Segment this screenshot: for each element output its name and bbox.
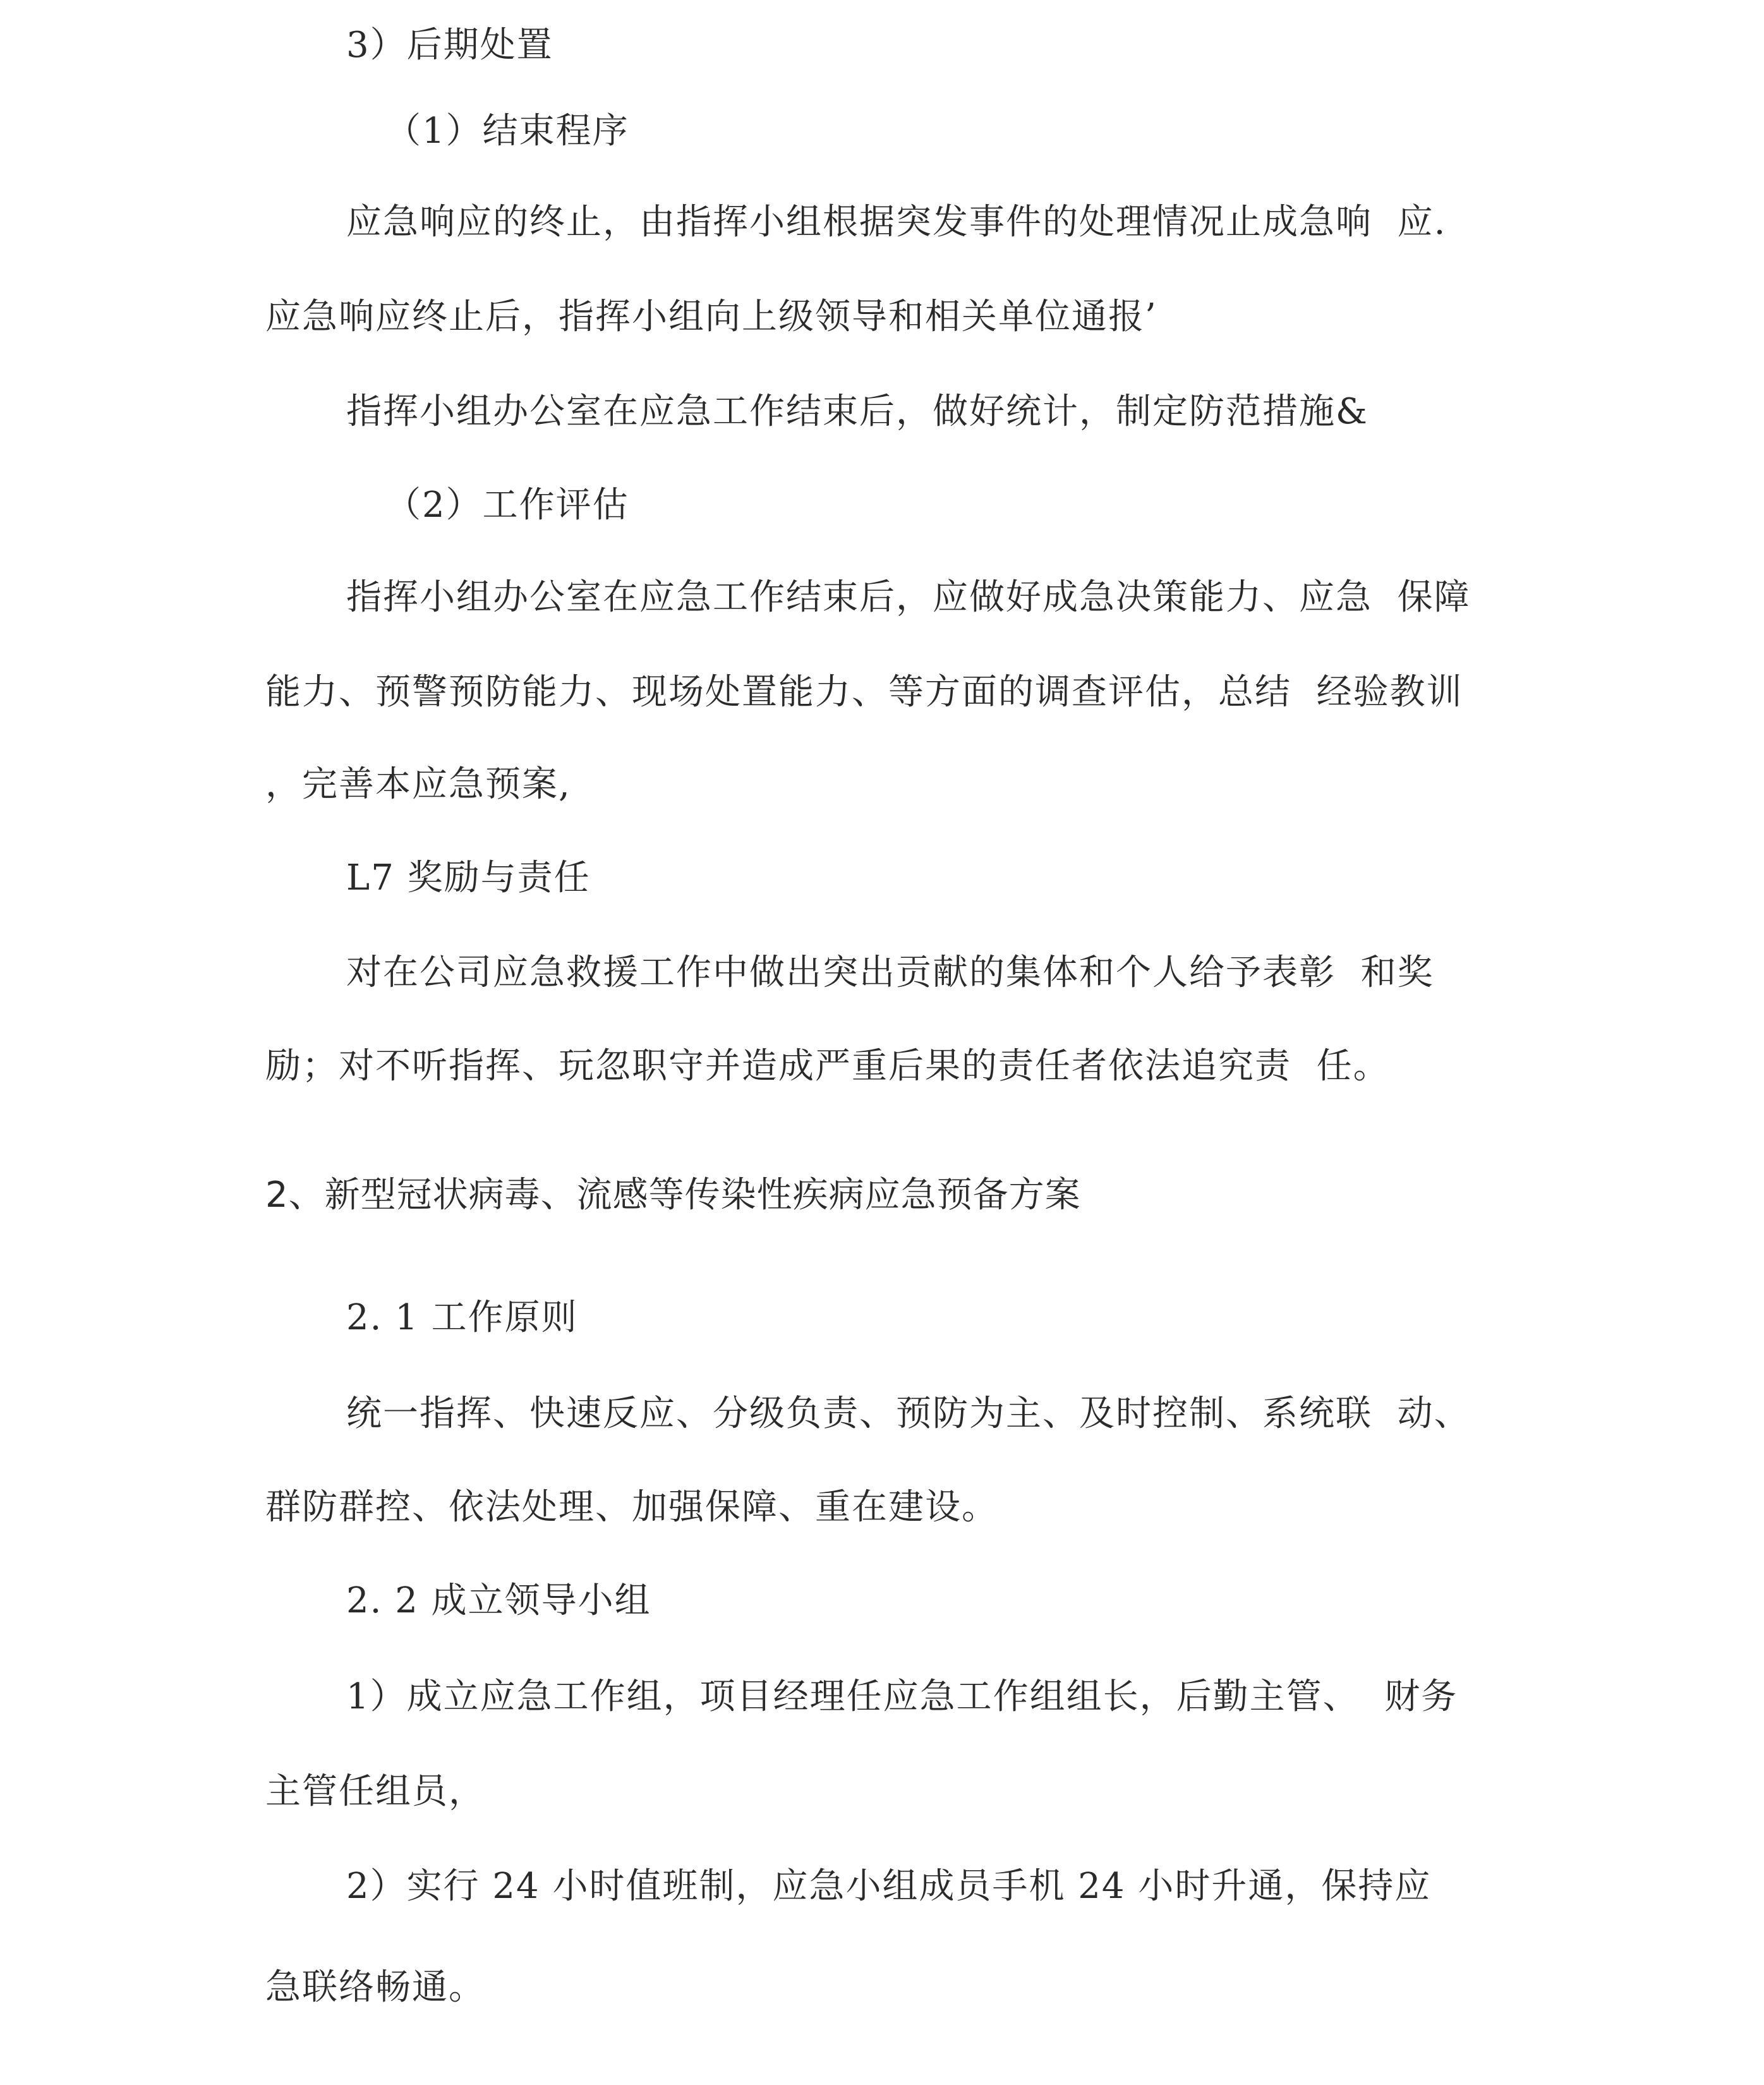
paragraph-line: 2）实行 24 小时值班制，应急小组成员手机 24 小时升通，保持应 (346, 1866, 1432, 1907)
paragraph-line: 励；对不听指挥、玩忽职守并造成严重后果的责任者依法追究责 任。 (265, 1046, 1390, 1087)
item-heading-end-procedure: （1）结束程序 (385, 111, 629, 152)
subsection-heading-leadership: 2. 2 成立领导小组 (346, 1580, 651, 1621)
item-heading-work-evaluation: （2）工作评估 (385, 485, 629, 526)
paragraph-line: 群防群控、依法处理、加强保障、重在建设。 (265, 1487, 998, 1528)
paragraph-line: 1）成立应急工作组，项目经理任应急工作组组长，后勤主管、 财务 (346, 1676, 1458, 1717)
paragraph-line: 应急响应终止后，指挥小组向上级领导和相关单位通报’ (265, 296, 1157, 337)
paragraph-line: 主管任组员， (265, 1771, 485, 1812)
paragraph-line: 统一指挥、快速反应、分级负责、预防为主、及时控制、系统联 动、 (346, 1393, 1471, 1434)
paragraph-line: 对在公司应急救援工作中做出突出贡献的集体和个人给予表彰 和奖 (346, 952, 1434, 993)
paragraph-line: 应急响应的终止，由指挥小组根据突发事件的处理情况止成急响 应. (346, 202, 1447, 243)
subsection-heading-post-disposal: 3）后期处置 (346, 25, 553, 66)
paragraph-line: ，完善本应急预案, (265, 764, 571, 805)
paragraph-line: 指挥小组办公室在应急工作结束后，做好统计，制定防范措施& (346, 391, 1368, 432)
section-heading-epidemic-plan: 2、新型冠状病毒、流感等传染性疾病应急预备方案 (265, 1175, 1081, 1216)
paragraph-line: 能力、预警预防能力、现场处置能力、等方面的调查评估，总结 经验教训 (265, 672, 1463, 713)
paragraph-line: 急联络畅通。 (265, 1967, 485, 2008)
paragraph-line: 指挥小组办公室在应急工作结束后，应做好成急决策能力、应急 保障 (346, 577, 1471, 618)
subsection-heading-principles: 2. 1 工作原则 (346, 1297, 578, 1338)
subsection-heading-rewards: L7 奖励与责任 (346, 857, 591, 898)
